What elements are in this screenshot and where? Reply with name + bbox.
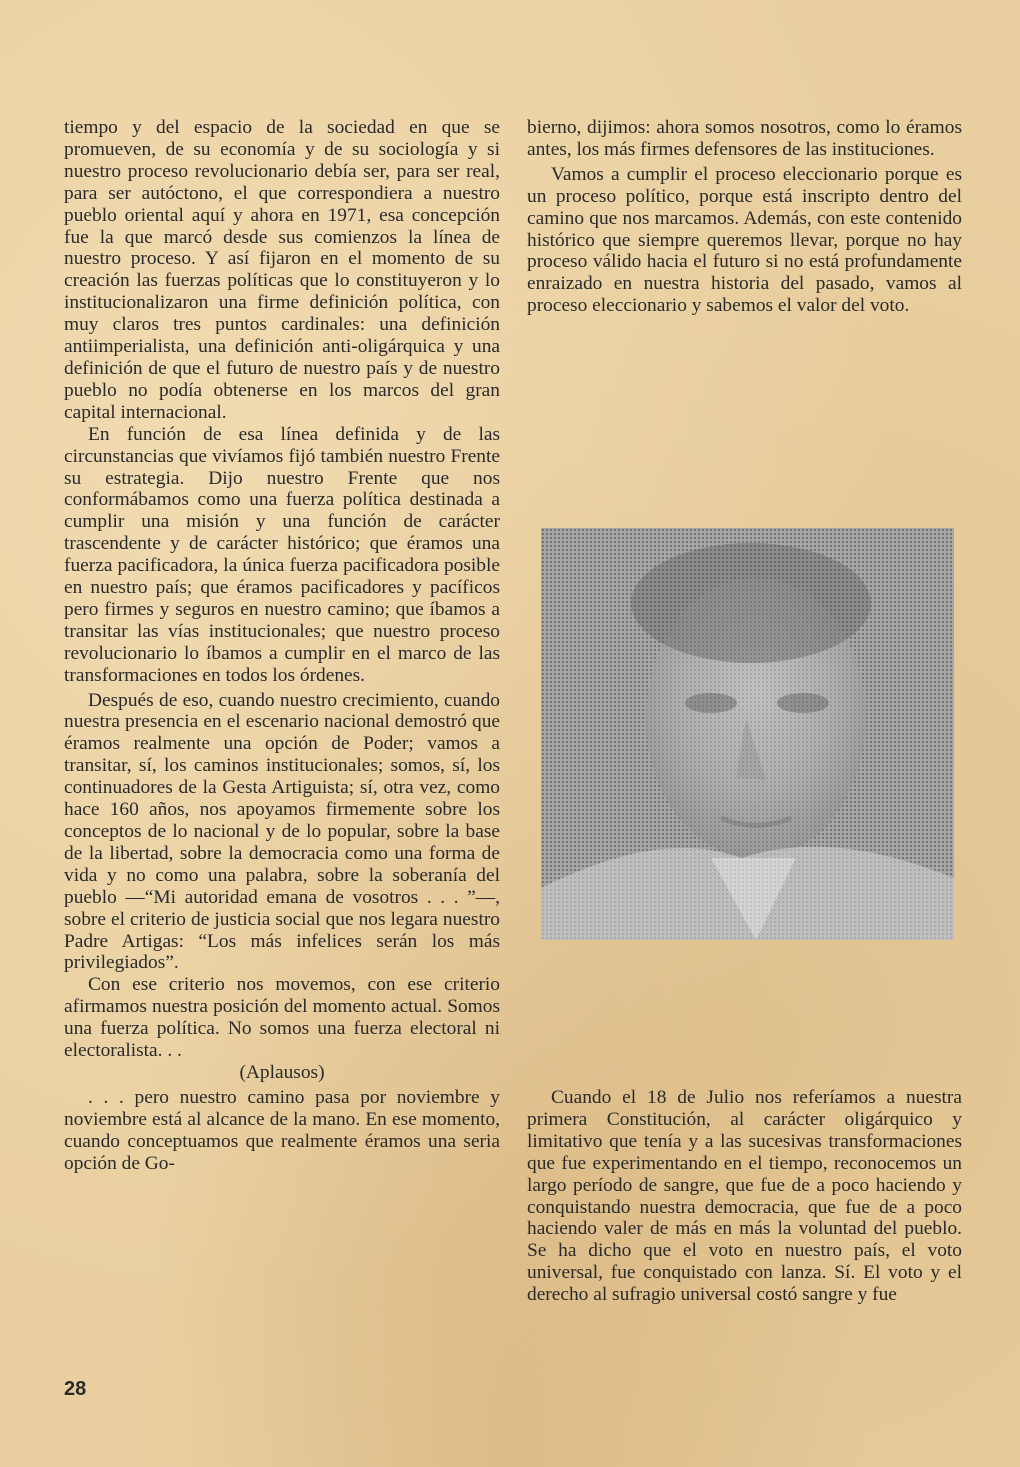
paragraph: bierno, dijimos: ahora somos nosotros, como lo éramos antes, los más firmes defensores de las instituciones. bbox=[527, 117, 962, 160]
right-text-column-top bbox=[527, 117, 962, 317]
portrait-photo bbox=[541, 528, 954, 940]
right-text-column-bottom bbox=[527, 1087, 962, 1306]
paragraph: Después de eso, cuando nuestro crecimiento, cuando nuestra presencia en el escenario nacional demostró que éramos realmente una opción de Poder; vamos a transitar, sí, los caminos institucionales; somos, sí, los continuadores de la Gesta Artiguista; sí, otra vez, como hace 160 años, nos apoyamos firmemente sobre los conceptos de lo nacional y de lo popular, sobre la base de la libertad, sobre la democracia como una forma de vida y no como una palabra, sobre la soberanía del pueblo —“Mi autoridad emana de vosotros . . . ”—, sobre el criterio de justicia social que nos legara nuestro Padre Artigas: “Los más infelices serán los más privilegiados”. bbox=[64, 689, 500, 974]
paragraph: . . . pero nuestro camino pasa por noviembre y noviembre está al alcance de la mano. En ese momento, cuando conceptuamos que realmente éramos una seria opción de Go- bbox=[64, 1086, 500, 1174]
paragraph: tiempo y del espacio de la sociedad en que se promueven, de su economía y de su sociología y si nuestro proceso revolucionario debía ser, para ser real, para ser autóctono, el que correspondiera a nuestro pueblo oriental aquí y ahora en 1971, esa concepción fue la que marcó desde sus comienzos la línea de nuestro proceso. Y así fijaron en el momento de su creación las fuerzas políticas que lo constituyeron y lo institucionalizaron una firme definición política, con muy claros tres puntos cardinales: una definición antiimperialista, una definición anti-oligárquica y una definición de que el futuro de nuestro país y de nuestro pueblo no podía obtenerse en los marcos del gran capital internacional. bbox=[64, 117, 500, 423]
left-text-column bbox=[64, 117, 500, 1175]
applause-note: (Aplausos) bbox=[239, 1061, 325, 1083]
paragraph: Vamos a cumplir el proceso eleccionario porque es un proceso político, porque está inscripto dentro del camino que nos marcamos. Además, con este contenido histórico que siempre queremos llevar, porque no hay proceso válido hacia el futuro si no está profundamente enraizado en nuestra historia del pasado, vamos al proceso eleccionario y sabemos el valor del voto. bbox=[527, 163, 962, 317]
paragraph: Cuando el 18 de Julio nos referíamos a nuestra primera Constitución, al carácter oligárquico y limitativo que tenía y a las sucesivas transformaciones que fue experimentando en el tiempo, reconocemos un largo período de sangre, que fue de a poco haciendo y conquistando nuestra democracia, que fue de a poco haciendo valer de más en más la voluntad del pueblo. Se ha dicho que el voto en nuestro país, el voto universal, fue conquistado con lanza. Sí. El voto y el derecho al sufragio universal costó sangre y fue bbox=[527, 1087, 962, 1306]
paragraph: En función de esa línea definida y de las circunstancias que vivíamos fijó también nuestro Frente su estrategia. Dijo nuestro Frente que nos conformábamos como una fuerza política destinada a cumplir una misión y una función de carácter trascendente y de carácter histórico; que éramos una fuerza pacificadora, la única fuerza pacificadora posible en nuestro país; que éramos pacificadores y pacíficos pero firmes y seguros en nuestro camino; que íbamos a transitar las vías institucionales; que nuestro proceso revolucionario lo íbamos a cumplir en el marco de las transformaciones en todos los órdenes. bbox=[64, 423, 500, 686]
page-number: 28 bbox=[64, 1378, 87, 1400]
paragraph: Con ese criterio nos movemos, con ese criterio afirmamos nuestra posición del momento actual. Somos una fuerza política. No somos una fuerza electoral ni electoralista. . . bbox=[64, 974, 500, 1062]
